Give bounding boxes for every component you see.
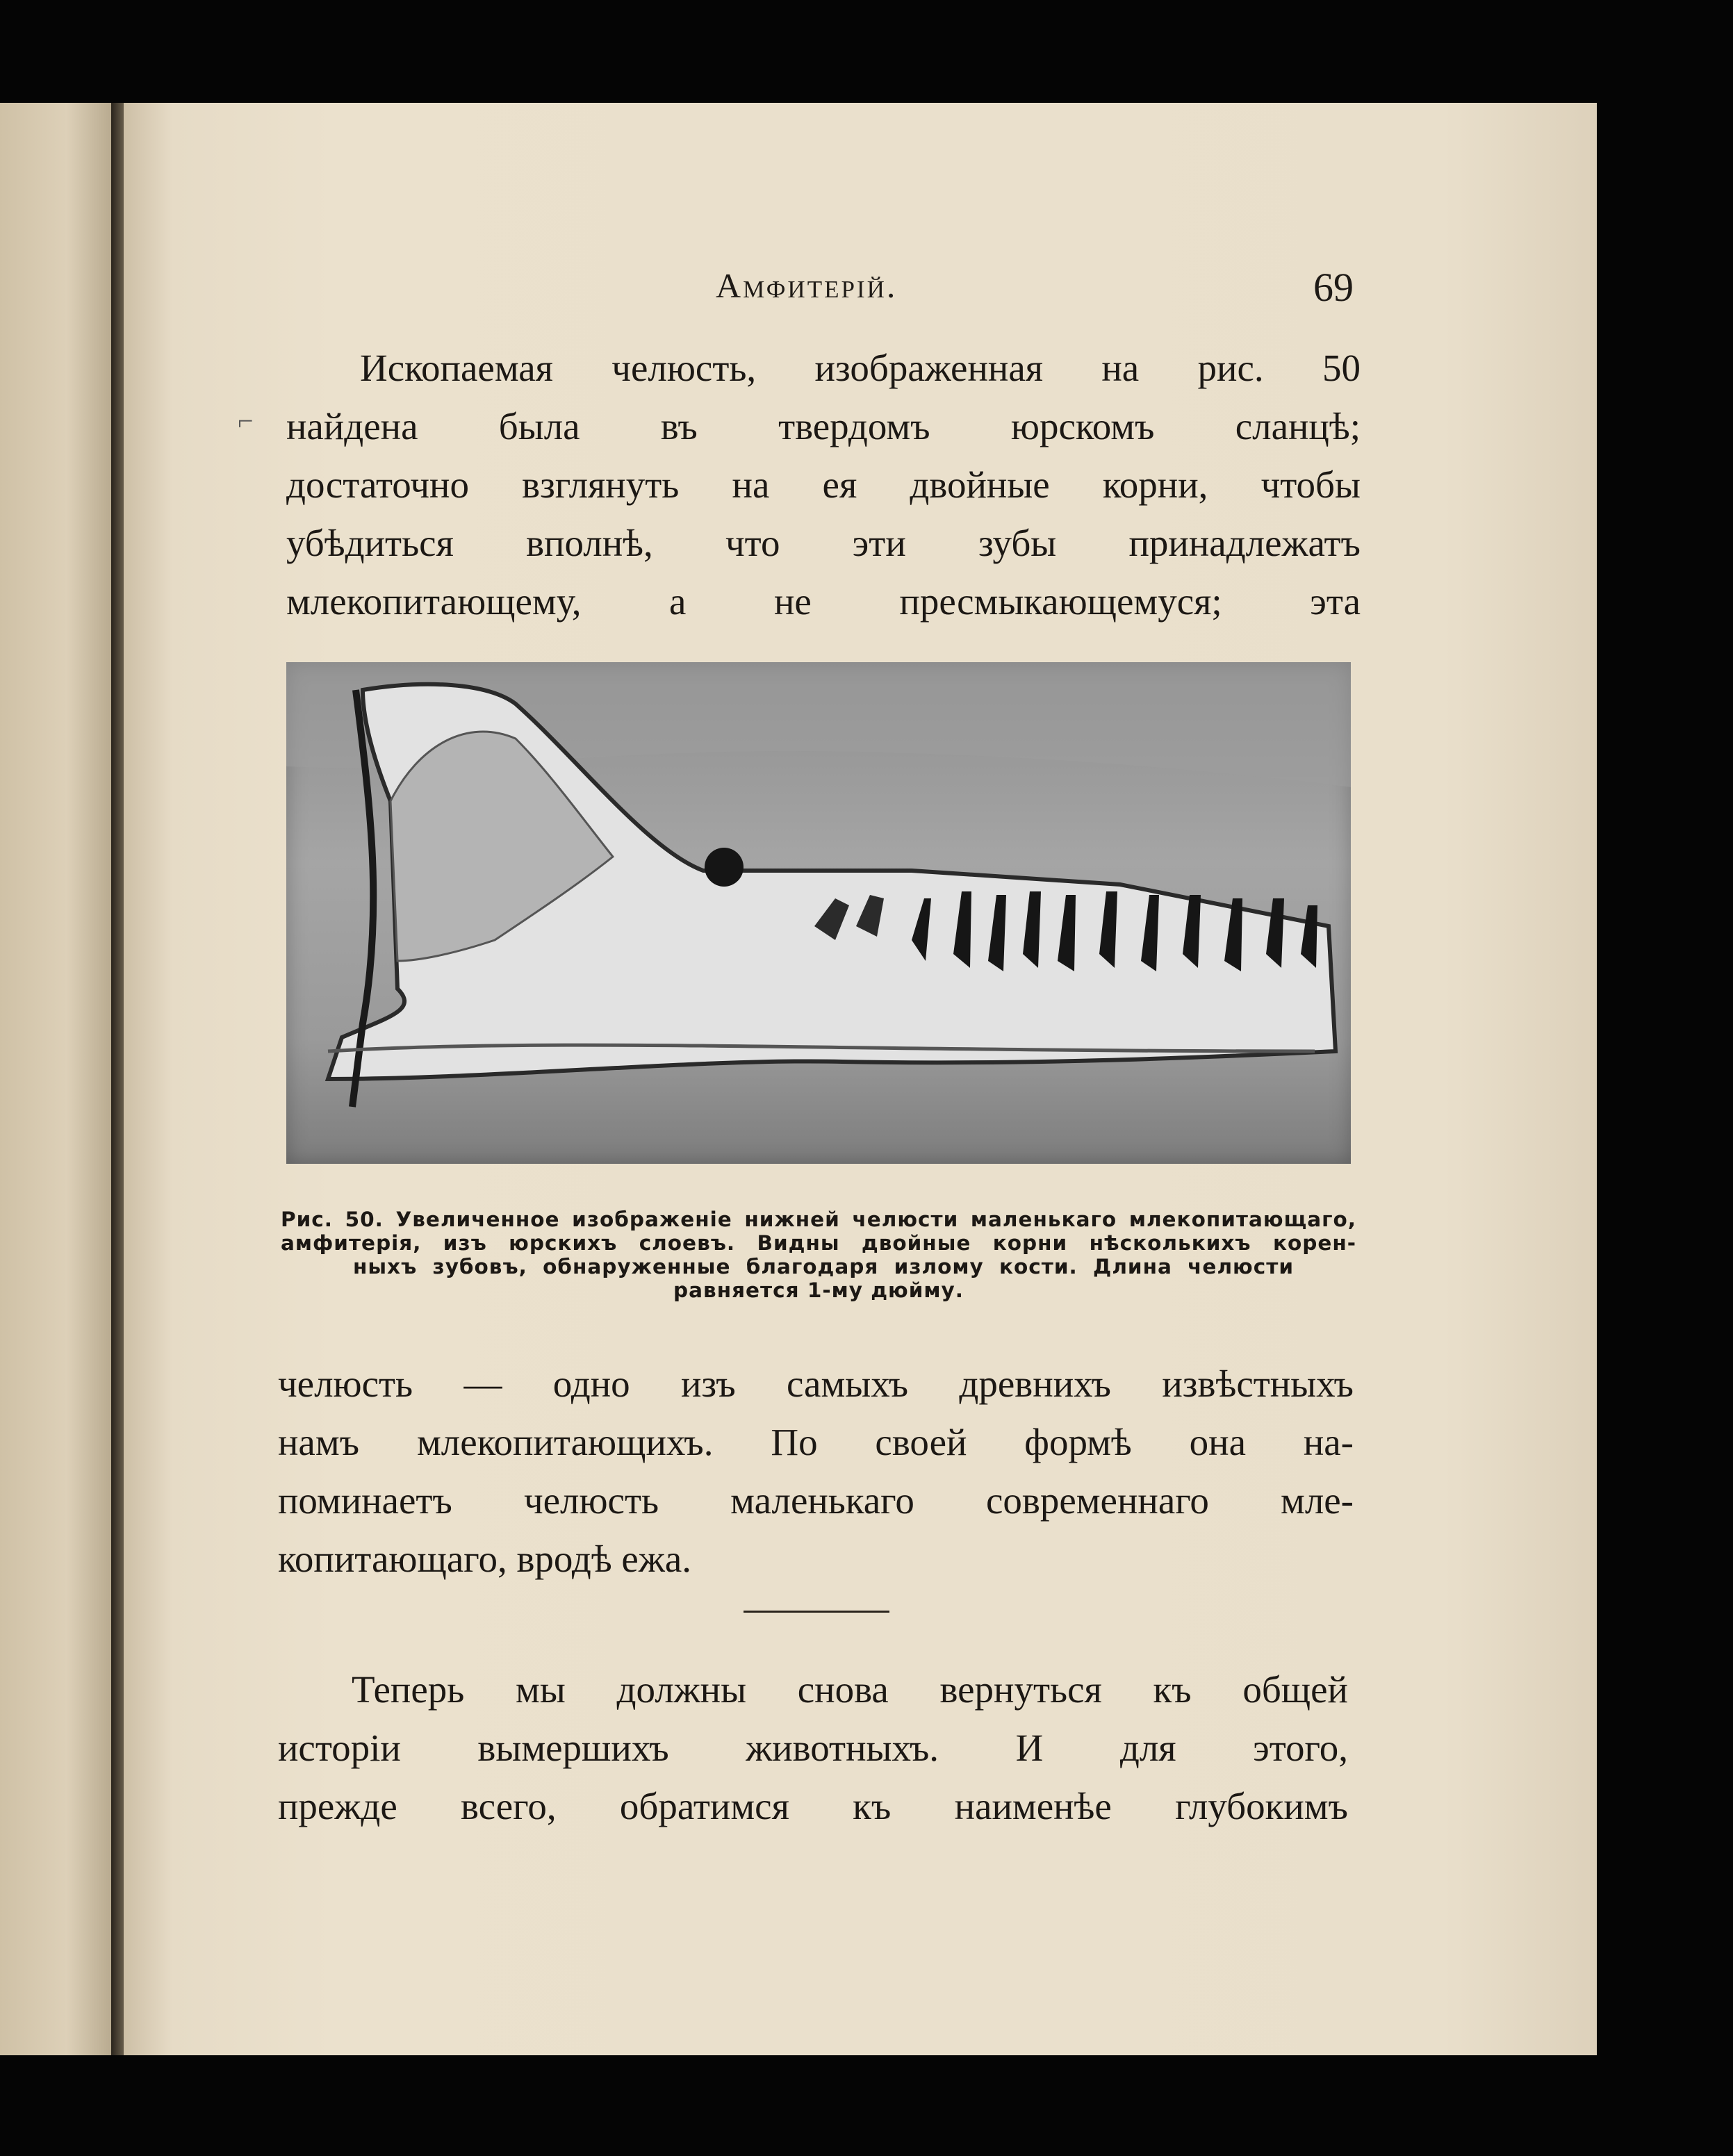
text-line: достаточно взглянуть на ея двойные корни, чтобы xyxy=(286,463,1361,506)
text-line: намъ млекопитающихъ. По своей формѣ она на- xyxy=(278,1421,1354,1463)
figure-caption xyxy=(281,1208,1356,1302)
paragraph-middle xyxy=(278,1355,1354,1588)
caption-line: ныхъ зубовъ, обнаруженные благодаря излому кости. Длина челюсти xyxy=(353,1255,1294,1278)
left-page-edge xyxy=(0,103,114,2055)
running-head: Амфитерій. xyxy=(716,266,898,305)
section-divider xyxy=(744,1611,889,1613)
text-line: копитающаго, вродѣ ежа. xyxy=(278,1538,692,1580)
text-line: поминаетъ челюсть маленькаго современнаго мле- xyxy=(278,1479,1354,1522)
text-line: млекопитающему, а не пресмыкающемуся; эта xyxy=(286,580,1361,623)
text-line: Теперь мы должны снова вернуться къ общей xyxy=(352,1668,1348,1711)
caption-line: амфитерія, изъ юрскихъ слоевъ. Видны двойные корни нѣсколькихъ корен- xyxy=(281,1231,1356,1255)
text-line: Ископаемая челюсть, изображенная на рис. 50 xyxy=(360,347,1361,389)
text-line: прежде всего, обратимся къ наименѣе глубокимъ xyxy=(278,1785,1348,1827)
paragraph-bottom xyxy=(278,1661,1348,1836)
page-number: 69 xyxy=(1313,265,1354,310)
text-line: челюсть — одно изъ самыхъ древнихъ извѣстныхъ xyxy=(278,1363,1354,1405)
caption-line: Рис. 50. Увеличенное изображеніе нижней челюсти маленькаго млекопитающаго, xyxy=(281,1208,1356,1231)
fossil-jaw-photo xyxy=(286,662,1351,1164)
text-line: исторіи вымершихъ животныхъ. И для этого, xyxy=(278,1727,1348,1769)
margin-pencil-mark: ⌐ xyxy=(238,405,254,436)
text-line: убѣдиться вполнѣ, что эти зубы принадлежатъ xyxy=(286,522,1361,564)
caption-line: равняется 1-му дюйму. xyxy=(673,1278,964,1302)
paragraph-top xyxy=(286,339,1361,631)
text-line: найдена была въ твердомъ юрскомъ сланцѣ; xyxy=(286,405,1361,447)
